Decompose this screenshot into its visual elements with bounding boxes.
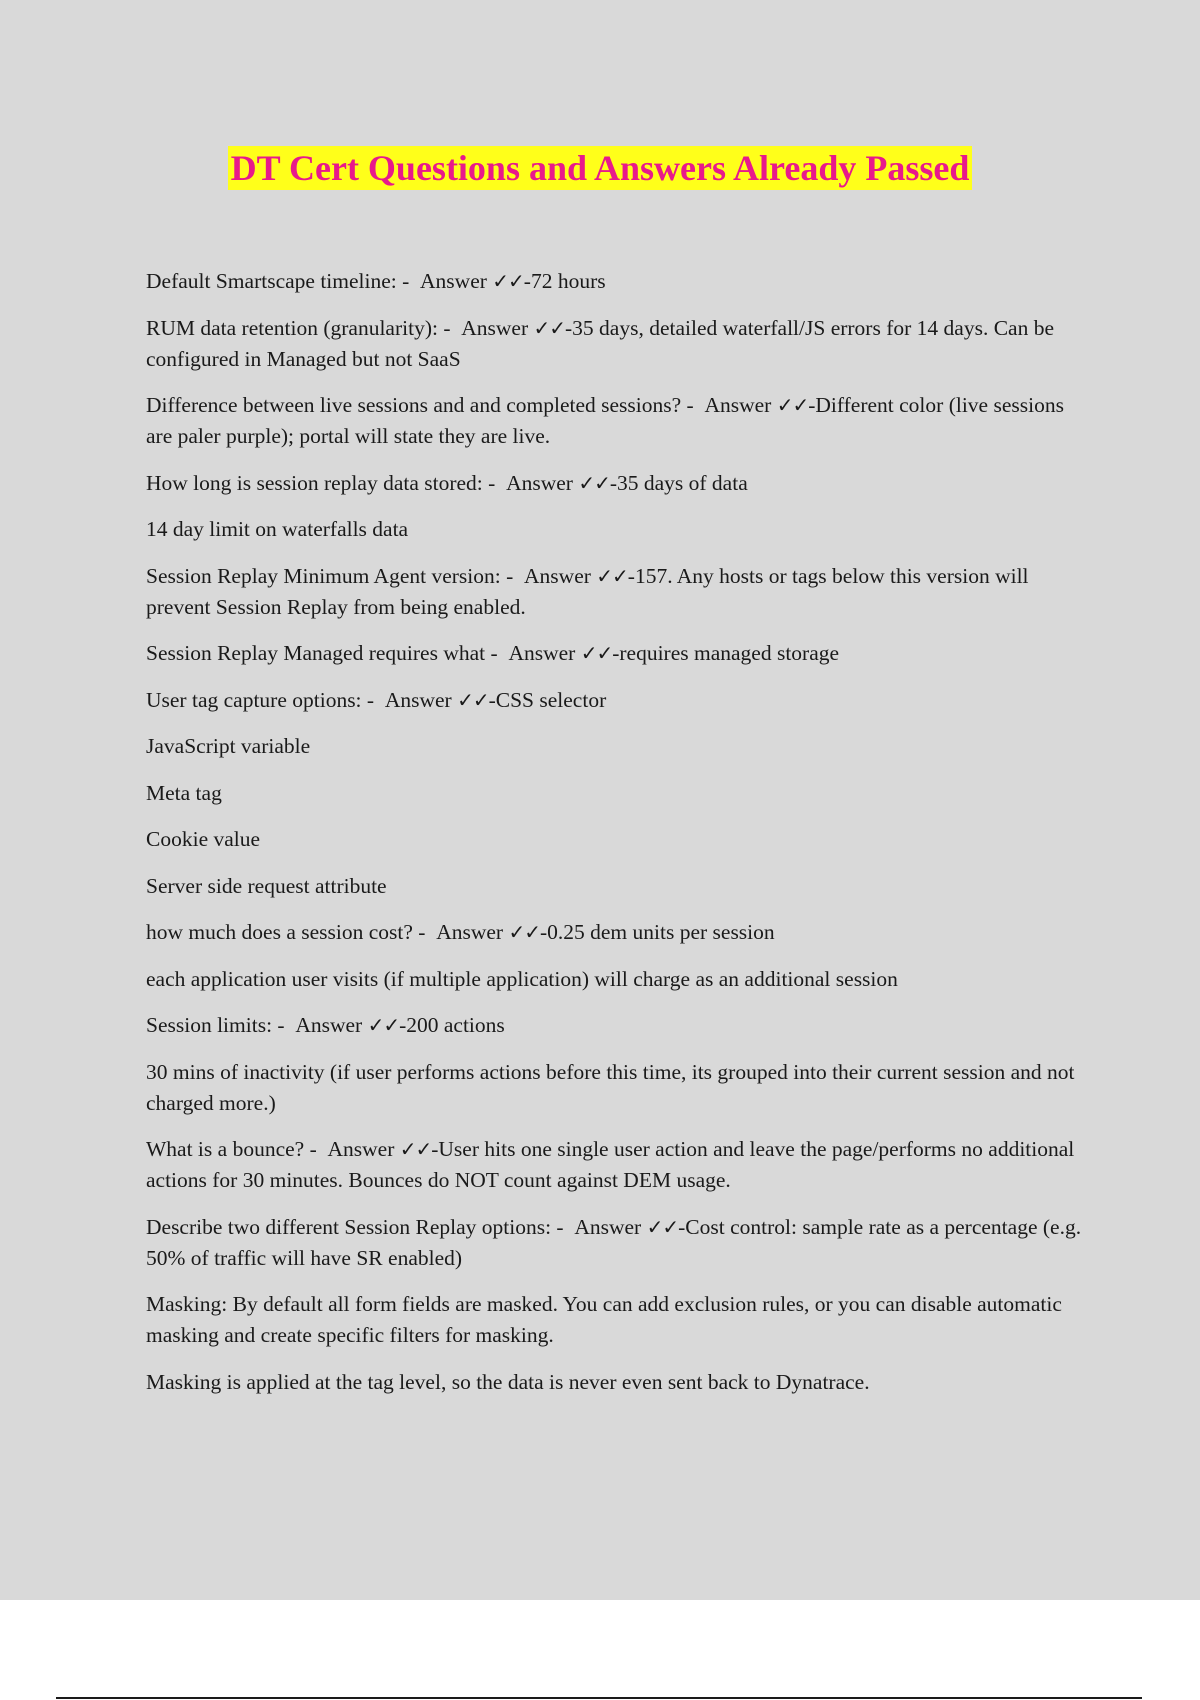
qa-item [146, 390, 1086, 452]
qa-item [146, 468, 1086, 499]
answer-label: Answer [506, 470, 573, 495]
answer-label: Answer [436, 920, 504, 944]
double-check-icon: ✓✓ [646, 1214, 679, 1239]
footer-divider [56, 1697, 1142, 1699]
title-wrapper [0, 146, 1200, 190]
answer-label: Answer [508, 641, 576, 665]
question-text: Session limits: - [146, 1013, 285, 1037]
question-text: How long is session replay data stored: - [146, 470, 496, 495]
double-check-icon: ✓✓ [578, 470, 610, 495]
double-check-icon: ✓✓ [596, 563, 628, 588]
double-check-icon: ✓✓ [533, 315, 566, 340]
qa-item [146, 313, 1086, 375]
qa-item [146, 561, 1086, 623]
question-text: What is a bounce? - [146, 1137, 317, 1161]
text-line: each application user visits (if multiple application) will charge as an additional session [146, 966, 898, 991]
answer-text: -200 actions [399, 1013, 505, 1037]
qa-item [146, 638, 1086, 669]
qa-item [146, 917, 1086, 948]
text-line: Masking: By default all form fields are masked. You can add exclusion rules, or you can disable automatic masking and create specific filters for masking. [146, 1292, 1062, 1347]
qa-list [146, 266, 1086, 1413]
answer-label: Answer [384, 687, 452, 712]
answer-label: Answer [574, 1214, 642, 1239]
answer-text: -requires managed storage [612, 641, 840, 665]
answer-text: -User hits one single user action and leave the page/performs no additional actions for 30 minutes. Bounces do NOT count against DEM usage. [146, 1137, 1075, 1192]
answer-text: -157. Any hosts or tags below this version will prevent Session Replay from being enabled. [146, 563, 1029, 619]
double-check-icon: ✓✓ [508, 920, 540, 944]
answer-label: Answer [461, 315, 529, 340]
double-check-icon: ✓✓ [367, 1013, 400, 1037]
question-text: Default Smartscape timeline: - [146, 269, 410, 293]
text-line: 30 mins of inactivity (if user performs actions before this time, its grouped into their current session and not charged more.) [146, 1059, 1075, 1115]
answer-label: Answer [524, 563, 591, 588]
answer-text: -CSS selector [488, 687, 607, 712]
answer-text: -Different color (live sessions are paler purple); portal will state they are live. [146, 393, 1064, 448]
answer-text: -0.25 dem units per session [539, 920, 775, 944]
question-text: Difference between live sessions and and completed sessions? - [146, 393, 694, 417]
question-text: RUM data retention (granularity): - [146, 315, 451, 340]
qa-item [146, 685, 1086, 716]
text-line: 14 day limit on waterfalls data [146, 517, 409, 541]
document-title: DT Cert Questions and Answers Already Passed [228, 146, 973, 190]
qa-item [146, 1134, 1086, 1196]
question-text: Session Replay Managed requires what - [146, 641, 498, 665]
text-line: Meta tag [146, 780, 222, 805]
qa-item [146, 1010, 1086, 1041]
question-text: Session Replay Minimum Agent version: - [146, 563, 514, 588]
answer-text: -35 days, detailed waterfall/JS errors for 14 days. Can be configured in Managed but not SaaS [146, 315, 1054, 371]
answer-label: Answer [704, 393, 772, 417]
answer-label: Answer [420, 269, 487, 293]
text-line: Server side request attribute [146, 873, 387, 898]
answer-text: -Cost control: sample rate as a percentage (e.g. 50% of traffic will have SR enabled) [146, 1214, 1082, 1270]
double-check-icon: ✓✓ [492, 269, 524, 293]
answer-text: -35 days of data [609, 470, 748, 495]
answer-label: Answer [327, 1137, 395, 1161]
text-line: JavaScript variable [146, 734, 311, 758]
double-check-icon: ✓✓ [776, 393, 809, 417]
text-line: Masking is applied at the tag level, so the data is never even sent back to Dynatrace. [146, 1369, 870, 1394]
double-check-icon: ✓✓ [457, 687, 489, 712]
double-check-icon: ✓✓ [580, 641, 613, 665]
answer-text: -72 hours [523, 269, 606, 293]
question-text: Describe two different Session Replay options: - [146, 1214, 564, 1239]
question-text: User tag capture options: - [146, 687, 375, 712]
double-check-icon: ✓✓ [399, 1137, 432, 1161]
text-line: Cookie value [146, 827, 261, 851]
answer-label: Answer [295, 1013, 363, 1037]
question-text: how much does a session cost? - [146, 920, 426, 944]
qa-item [146, 1212, 1086, 1274]
qa-item [146, 266, 1086, 297]
